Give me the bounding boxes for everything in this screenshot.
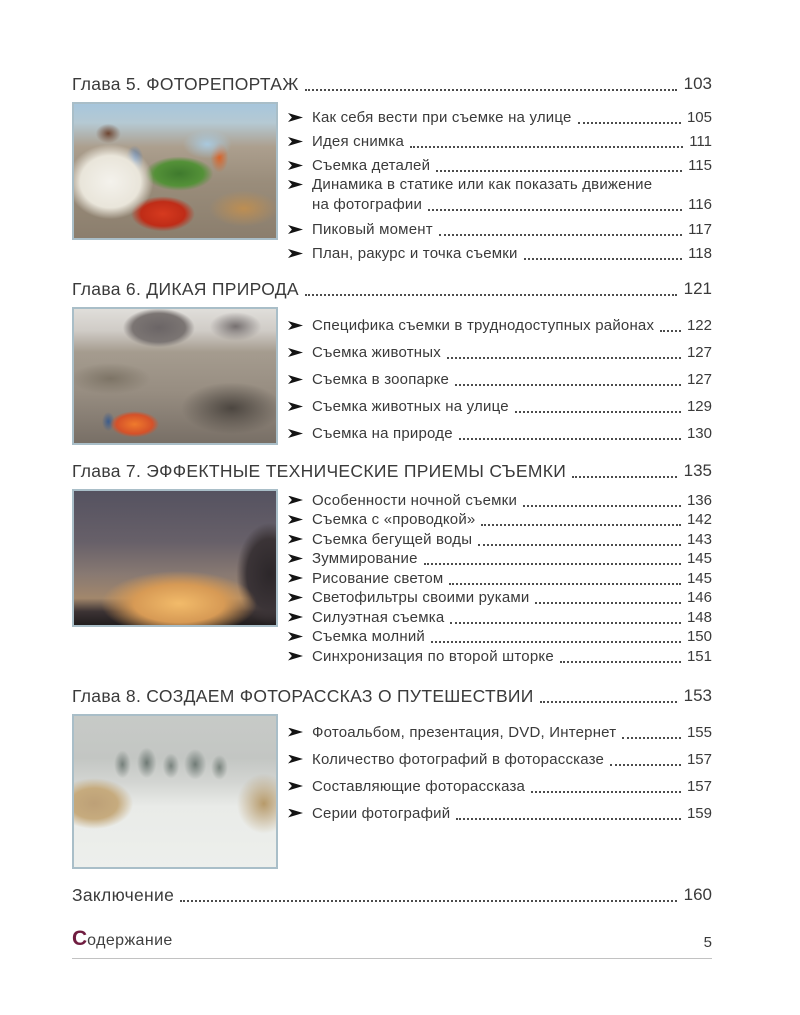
toc-item-label: Серии фотографий (312, 804, 451, 822)
toc-item-page: 145 (686, 550, 712, 567)
toc-item (288, 549, 712, 569)
arrow-bullet-icon (288, 632, 303, 641)
dot-leader (410, 146, 683, 148)
dot-leader (431, 641, 681, 643)
toc-item (288, 627, 712, 647)
chapter-8-heading (72, 684, 712, 706)
conclusion-page-number: 160 (683, 884, 712, 904)
chapter-5-photo (72, 102, 278, 240)
toc-item-label-line1: Динамика в статике или как показать движение (312, 176, 653, 193)
dot-leader (450, 622, 681, 624)
toc-item (288, 490, 712, 510)
footer-rule (72, 958, 712, 959)
toc-item (288, 607, 712, 627)
dot-leader (447, 357, 681, 359)
toc-item-label: Съемка на природе (312, 425, 453, 442)
toc-item-label: Пиковый момент (312, 221, 433, 238)
toc-item-label: Фотоальбом, презентация, DVD, Интернет (312, 723, 617, 741)
toc-item-label: Специфика съемки в труднодоступных районах (312, 317, 655, 334)
dot-leader (459, 438, 681, 440)
arrow-bullet-icon (288, 728, 303, 737)
toc-item-page: 157 (686, 777, 712, 795)
arrow-bullet-icon (288, 652, 303, 661)
arrow-bullet-icon (288, 613, 303, 622)
chapter-title: Глава 7. ЭФФЕКТНЫЕ ТЕХНИЧЕСКИЕ ПРИЕМЫ СЪЕМКИ (72, 461, 567, 481)
toc-item (288, 416, 712, 443)
toc-item (288, 362, 712, 389)
arrow-bullet-icon (288, 515, 303, 524)
toc-item (288, 389, 712, 416)
chapter-8-photo (72, 714, 278, 869)
dot-leader (523, 505, 681, 507)
conclusion-entry (72, 883, 712, 905)
dot-leader (515, 411, 681, 413)
chapter-7-photo (72, 489, 278, 627)
dot-leader (436, 170, 682, 172)
toc-item-label-line2: на фотографии (312, 196, 423, 213)
toc-item-page: 127 (686, 371, 712, 388)
toc-item (288, 529, 712, 549)
toc-item-label: Съемка деталей (312, 157, 431, 174)
dot-leader (456, 818, 681, 820)
toc-item (288, 646, 712, 666)
toc-item-label: Составляющие фоторассказа (312, 777, 526, 795)
arrow-bullet-icon (288, 593, 303, 602)
toc-item-page: 115 (688, 157, 712, 174)
arrow-bullet-icon (288, 755, 303, 764)
chapter-title: Глава 5. ФОТОРЕПОРТАЖ (72, 74, 299, 94)
toc-item-label: Идея снимка (312, 133, 405, 150)
arrow-bullet-icon (288, 535, 303, 544)
footer-section-label (72, 926, 173, 951)
toc-item-label: Съемка молний (312, 628, 425, 645)
toc-item-label: Синхронизация по второй шторке (312, 647, 554, 665)
arrow-bullet-icon (288, 809, 303, 818)
toc-item (288, 510, 712, 530)
dot-leader (478, 544, 681, 546)
chapter-7-block (72, 459, 712, 666)
chapter-5-heading (72, 72, 712, 94)
toc-item (288, 742, 712, 769)
arrow-bullet-icon (288, 249, 303, 258)
chapter-title: Глава 8. СОЗДАЕМ ФОТОРАССКАЗ О ПУТЕШЕСТВИИ (72, 685, 534, 706)
toc-item-label: План, ракурс и точка съемки (312, 245, 518, 262)
toc-item-page: 130 (686, 425, 712, 442)
chapter-page-number: 153 (683, 685, 712, 705)
dot-leader (424, 563, 681, 565)
arrow-bullet-icon (288, 321, 303, 330)
arrow-bullet-icon (288, 161, 303, 170)
toc-item (288, 568, 712, 588)
toc-item-label: Зуммирование (312, 550, 418, 567)
toc-item (288, 175, 712, 215)
chapter-page-number: 121 (683, 279, 712, 298)
footer-section-initial: С (72, 926, 88, 950)
dot-leader (560, 661, 681, 663)
dot-leader (540, 701, 677, 703)
toc-item-page: 105 (686, 109, 712, 126)
toc-item-page: 122 (686, 317, 712, 334)
dot-leader (622, 737, 681, 739)
chapter-7-heading (72, 459, 712, 481)
toc-item-label: Рисование светом (312, 569, 444, 587)
toc-item-page: 129 (686, 398, 712, 415)
arrow-bullet-icon (288, 429, 303, 438)
arrow-bullet-icon (288, 348, 303, 357)
toc-item (288, 308, 712, 335)
conclusion-title: Заключение (72, 884, 175, 905)
arrow-bullet-icon (288, 375, 303, 384)
chapter-6-block (72, 277, 712, 445)
toc-item-label: Съемка животных на улице (312, 398, 509, 415)
toc-item-page: 145 (686, 569, 712, 587)
arrow-bullet-icon (288, 574, 303, 583)
dot-leader (439, 234, 682, 236)
toc-item-label: Силуэтная съемка (312, 608, 445, 626)
arrow-bullet-icon (288, 225, 303, 234)
footer-section-rest: одержание (87, 931, 173, 949)
arrow-bullet-icon (288, 113, 303, 122)
toc-item (288, 127, 712, 151)
chapter-page-number: 135 (683, 461, 712, 480)
chapter-6-photo (72, 307, 278, 445)
arrow-bullet-icon (288, 554, 303, 563)
toc-item-label: Съемка животных (312, 344, 441, 361)
dot-leader (572, 476, 677, 478)
toc-item-page: 118 (688, 245, 712, 262)
toc-item-page: 155 (686, 723, 712, 741)
dot-leader (305, 89, 677, 91)
toc-item-page: 143 (686, 530, 712, 548)
arrow-bullet-icon (288, 402, 303, 411)
chapter-8-block (72, 684, 712, 869)
toc-item-page: 116 (688, 196, 712, 213)
toc-item-page: 117 (688, 221, 712, 238)
arrow-bullet-icon (288, 137, 303, 146)
toc-item (288, 215, 712, 239)
dot-leader (610, 764, 681, 766)
chapter-5-block (72, 72, 712, 263)
chapter-title: Глава 6. ДИКАЯ ПРИРОДА (72, 279, 299, 299)
toc-item-page: 111 (689, 133, 712, 150)
arrow-bullet-icon (288, 496, 303, 505)
toc-item (288, 239, 712, 263)
dot-leader (535, 602, 680, 604)
toc-item-page: 148 (686, 608, 712, 626)
toc-item-label: Съемка в зоопарке (312, 371, 450, 388)
toc-item (288, 796, 712, 823)
toc-item-label: Съемка бегущей воды (312, 530, 473, 548)
toc-item-label: Особенности ночной съемки (312, 491, 518, 509)
arrow-bullet-icon (288, 180, 303, 189)
dot-leader (524, 258, 682, 260)
toc-item (288, 151, 712, 175)
arrow-bullet-icon (288, 782, 303, 791)
toc-item (288, 769, 712, 796)
toc-item (288, 103, 712, 127)
chapter-page-number: 103 (683, 74, 712, 93)
toc-item-page: 146 (686, 589, 712, 606)
dot-leader (305, 294, 677, 296)
dot-leader (455, 384, 681, 386)
dot-leader (660, 330, 681, 332)
toc-item (288, 588, 712, 608)
toc-item-page: 159 (686, 804, 712, 822)
toc-item (288, 715, 712, 742)
dot-leader (428, 209, 682, 211)
toc-item-label: Светофильтры своими руками (312, 589, 530, 606)
toc-item-page: 150 (686, 628, 712, 645)
page-footer (72, 926, 712, 951)
page-number: 5 (703, 933, 712, 951)
dot-leader (481, 524, 681, 526)
toc-item-label: Съемка с «проводкой» (312, 511, 476, 528)
dot-leader (531, 791, 681, 793)
toc-item (288, 335, 712, 362)
toc-item-page: 157 (686, 750, 712, 768)
toc-item-label: Как себя вести при съемке на улице (312, 109, 572, 126)
toc-item-page: 151 (686, 647, 712, 665)
dot-leader (578, 122, 681, 124)
toc-item-label: Количество фотографий в фоторассказе (312, 750, 605, 768)
toc-item-page: 127 (686, 344, 712, 361)
dot-leader (180, 900, 676, 902)
chapter-6-heading (72, 277, 712, 299)
toc-item-page: 136 (686, 491, 712, 509)
toc-item-page: 142 (686, 511, 712, 528)
dot-leader (449, 583, 681, 585)
